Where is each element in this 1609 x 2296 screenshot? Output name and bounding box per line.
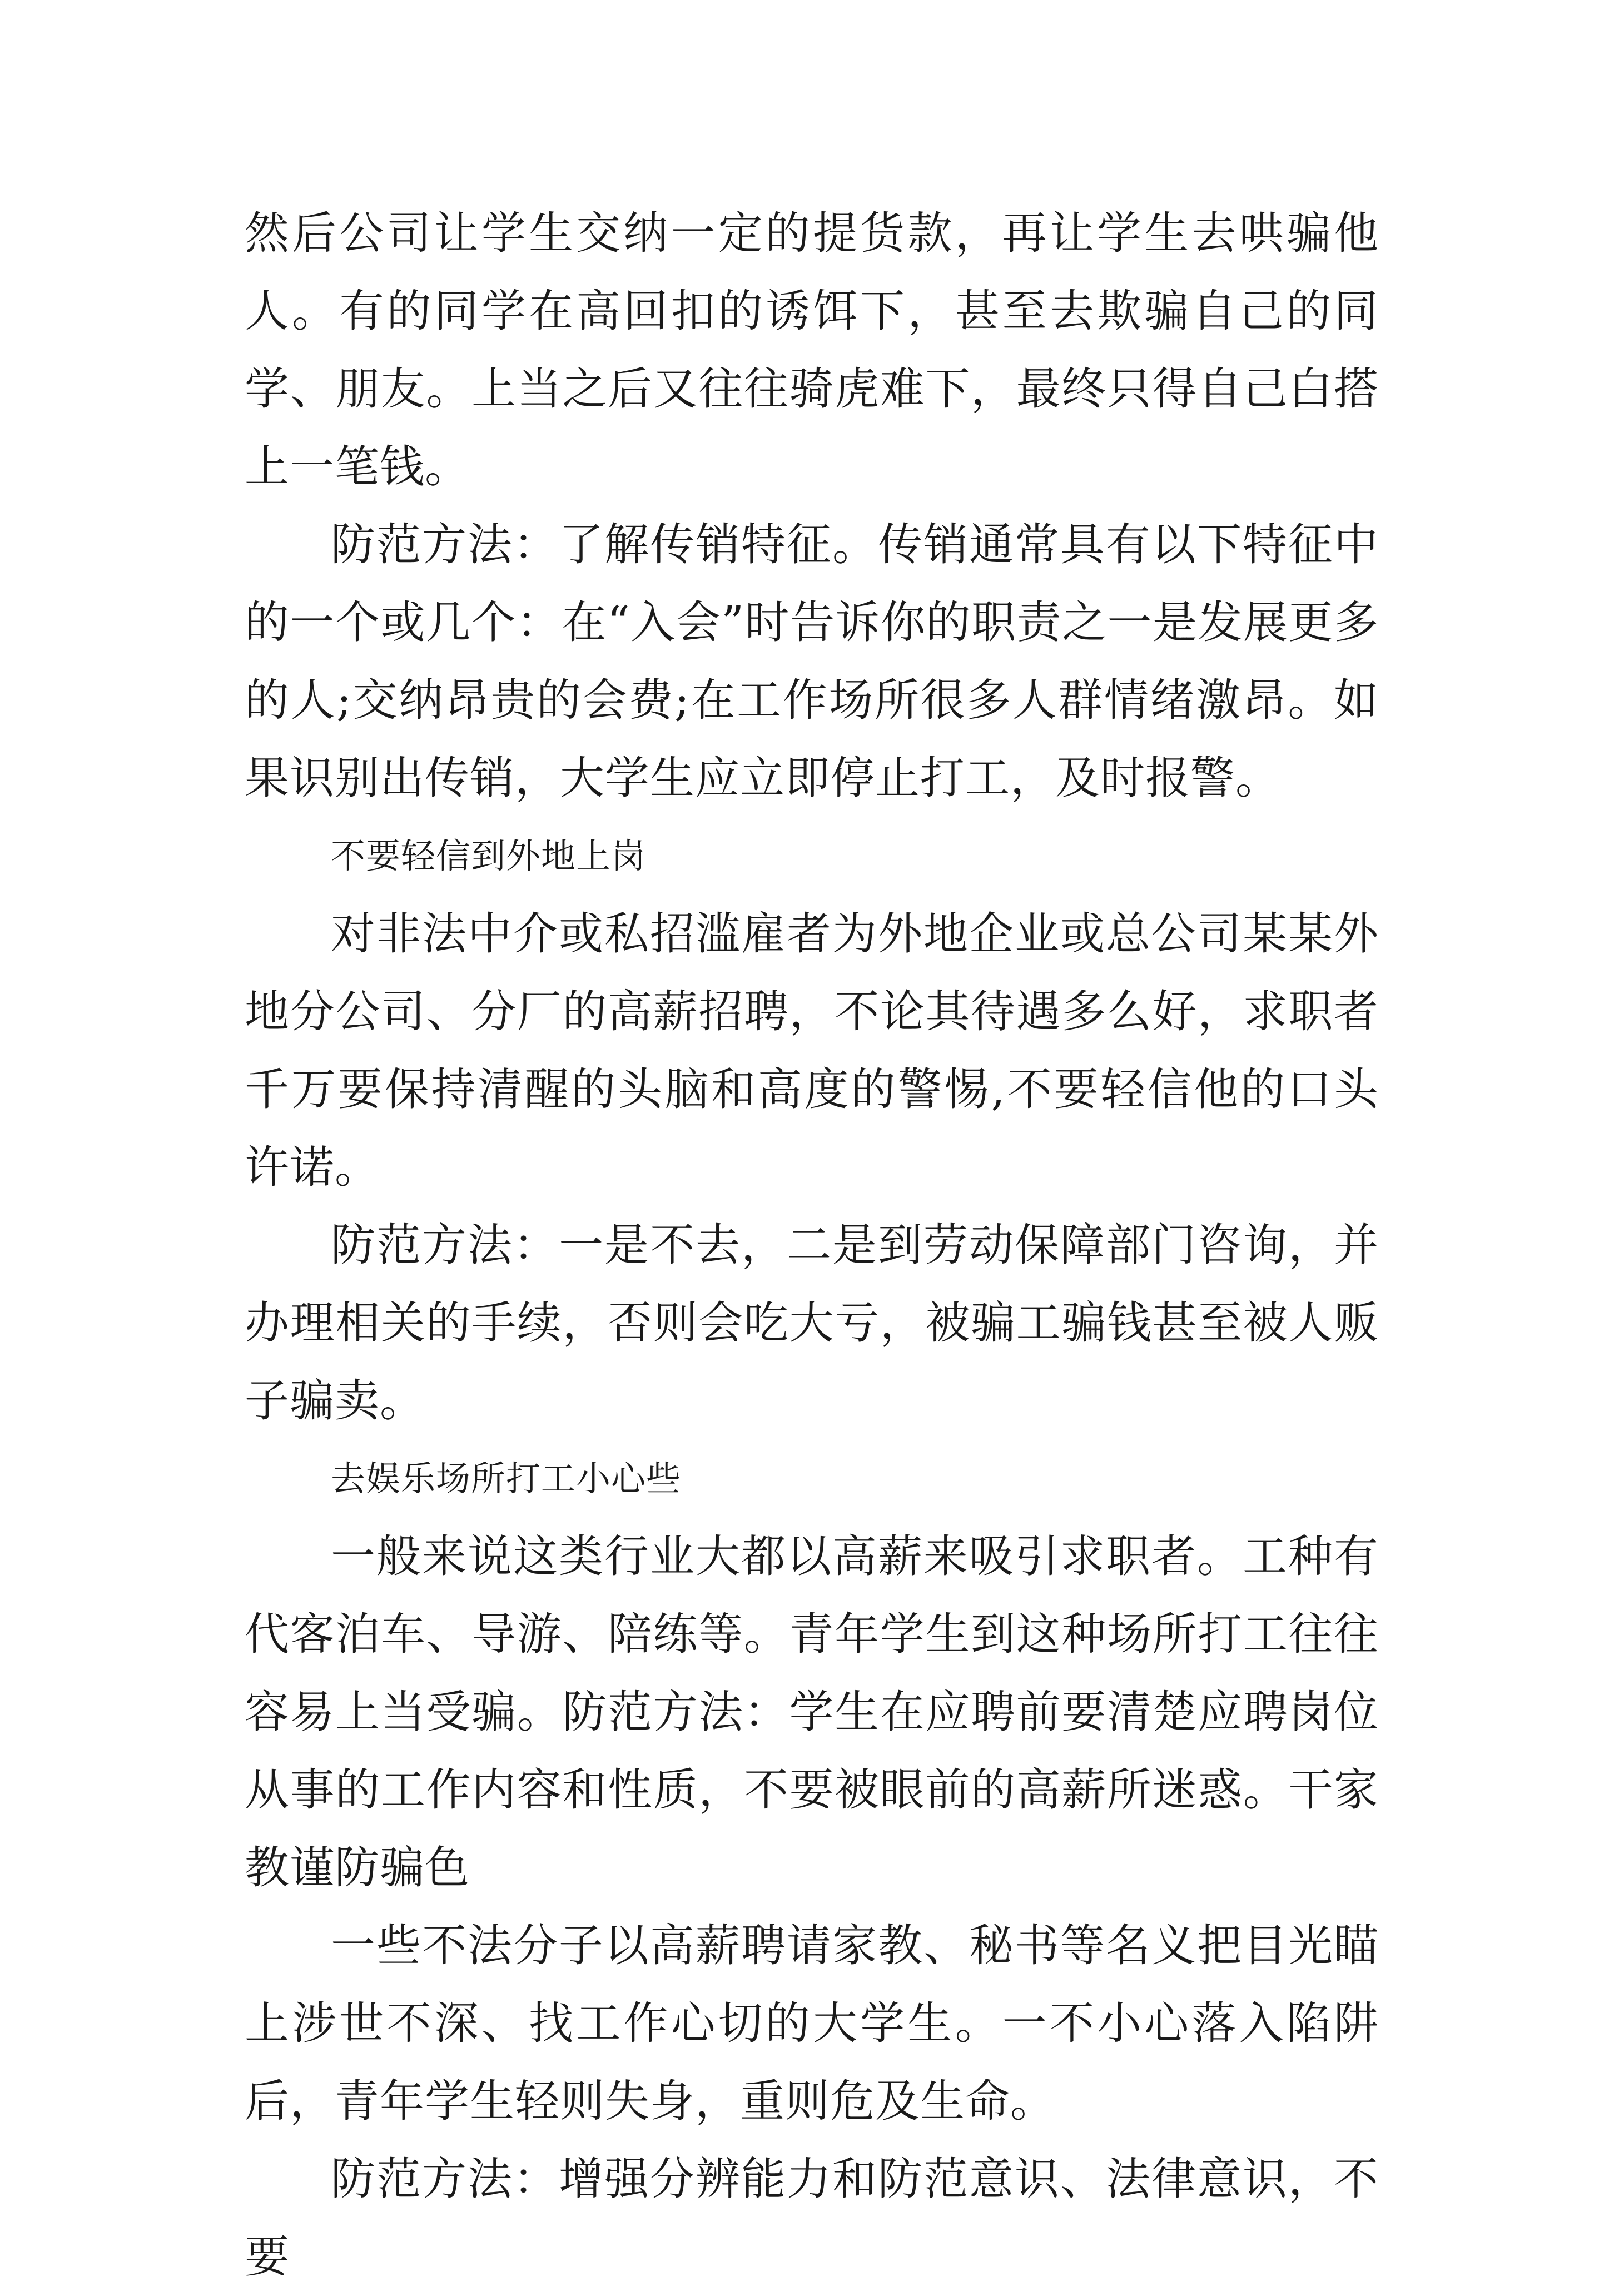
heading-out-of-town-jobs: 不要轻信到外地上岗 (331, 836, 647, 876)
paragraph-pyramid-scheme-prevention: 防范方法：了解传销特征。传销通常具有以下特征中的一个或几个：在“入会”时告诉你的职责之一是发展更多的人;交纳昂贵的会费;在工作场所很多人群情绪激昂。如果识别出传销，大学生应立即停止打工，及时报警。 (245, 519, 1379, 804)
paragraph-out-of-town-prevention: 防范方法：一是不去，二是到劳动保障部门咨询，并办理相关的手续，否则会吃大亏，被骗工骗钱甚至被人贩子骗卖。 (245, 1219, 1379, 1427)
document-page (245, 195, 1379, 2296)
paragraph-tutoring-scam: 一些不法分子以高薪聘请家教、秘书等名义把目光瞄上涉世不深、找工作心切的大学生。一不小心落入陷阱后，青年学生轻则失身，重则危及生命。 (245, 1920, 1379, 2127)
paragraph-tutoring-prevention: 防范方法：增强分辨能力和防范意识、法律意识，不要 (245, 2153, 1379, 2283)
paragraph-entertainment-venues: 一般来说这类行业大都以高薪来吸引求职者。工种有代客泊车、导游、陪练等。青年学生到这种场所打工往往容易上当受骗。防范方法：学生在应聘前要清楚应聘岗位从事的工作内容和性质，不要被眼前的高薪所迷惑。干家教谨防骗色 (245, 1530, 1379, 1894)
heading-entertainment-venues: 去娱乐场所打工小心些 (331, 1458, 682, 1499)
paragraph-pyramid-scheme-continued: 然后公司让学生交纳一定的提货款，再让学生去哄骗他人。有的同学在高回扣的诱饵下，甚至去欺骗自己的同学、朋友。上当之后又往往骑虎难下，最终只得自己白搭上一笔钱。 (245, 207, 1379, 493)
paragraph-out-of-town-jobs: 对非法中介或私招滥雇者为外地企业或总公司某某外地分公司、分厂的高薪招聘，不论其待遇多么好，求职者千万要保持清醒的头脑和高度的警惕,不要轻信他的口头许诺。 (245, 908, 1379, 1193)
